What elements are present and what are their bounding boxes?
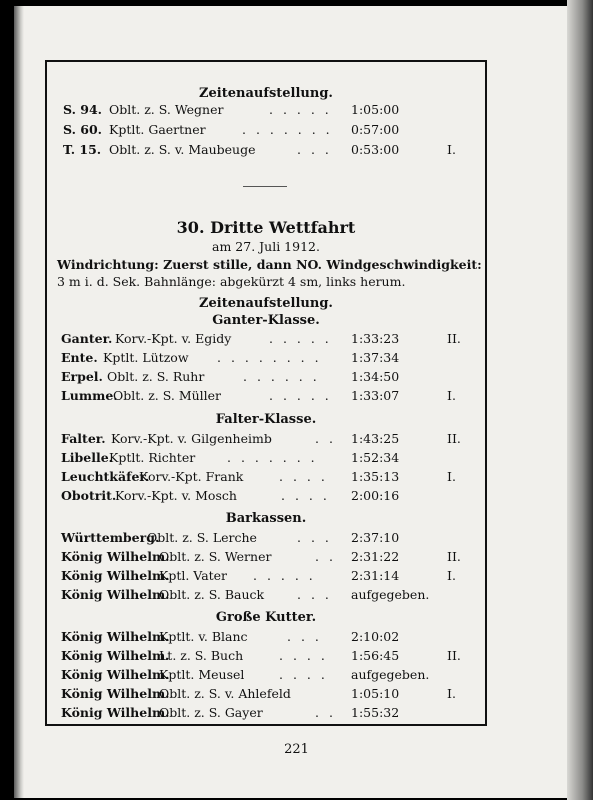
leader-dots: . . (315, 705, 336, 720)
leader-dots: . . . (297, 530, 332, 545)
class-title: Große Kutter. (215, 610, 317, 625)
rank: II. (447, 331, 461, 346)
boat-name: König Wilhelm. (61, 705, 170, 720)
time: 1:34:50 (351, 369, 400, 384)
skipper: Kptlt. Richter (109, 450, 196, 465)
time: 1:55:32 (351, 705, 400, 720)
skipper: Oblt. z. S. Wegner (109, 102, 224, 117)
result-row (47, 388, 485, 405)
boat-name: S. 60. (63, 122, 103, 137)
result-row (47, 587, 485, 604)
time: 1:37:34 (351, 350, 400, 365)
race-date: am 27. Juli 1912. (212, 239, 320, 254)
time: 1:52:34 (351, 450, 400, 465)
boat-name: König Wilhelm. (61, 648, 170, 663)
boat-name: König Wilhelm. (61, 667, 170, 682)
content-frame (45, 60, 487, 726)
boat-name: Ganter. (61, 331, 113, 346)
leader-dots: . . . . . (269, 331, 332, 346)
boat-name: Württemberg. (61, 530, 160, 545)
boat-name: Ente. (61, 350, 98, 365)
boat-name: König Wilhelm. (61, 568, 170, 583)
boat-name: Falter. (61, 431, 106, 446)
boat-name: Leuchtkäfer. (61, 469, 150, 484)
result-row (47, 431, 485, 448)
leader-dots: . . . . . (269, 102, 332, 117)
time: 2:10:02 (351, 629, 400, 644)
skipper: Oblt. z. S. Bauck (159, 587, 265, 602)
result-row (47, 488, 485, 505)
boat-name: König Wilhelm. (61, 629, 170, 644)
leader-dots: . . (315, 431, 336, 446)
rank: I. (447, 388, 456, 403)
leader-dots: . . . (287, 629, 322, 644)
book-gutter (14, 6, 24, 798)
class-title: Ganter-Klasse. (212, 313, 320, 328)
skipper: Kptlt. Meusel (159, 667, 245, 682)
result-row (47, 122, 485, 139)
result-row (47, 469, 485, 486)
rank: II. (447, 549, 461, 564)
leader-dots: . . . . (279, 648, 328, 663)
time: 0:57:00 (351, 122, 400, 137)
class-title: Barkassen. (225, 511, 307, 526)
skipper: Oblt. z. S. v. Ahlefeld (159, 686, 291, 701)
rank: I. (447, 686, 456, 701)
time: 1:33:07 (351, 388, 400, 403)
result-row (47, 705, 485, 722)
skipper: Korv.-Kpt. Frank (139, 469, 244, 484)
time: 1:35:13 (351, 469, 400, 484)
skipper: Kptlt. Gaertner (109, 122, 206, 137)
wind-info-line-2: 3 m i. d. Sek. Bahnlänge: abgekürzt 4 sm, links herum. (57, 274, 406, 289)
time: 2:31:22 (351, 549, 400, 564)
boat-name: S. 94. (63, 102, 103, 117)
skipper: Oblt. z. S. Werner (159, 549, 272, 564)
time: 1:43:25 (351, 431, 400, 446)
skipper: Oblt. z. S. v. Maubeuge (109, 142, 256, 157)
leader-dots: . . . . (279, 667, 328, 682)
leader-dots: . . . . . (269, 388, 332, 403)
skipper: Oblt. z. S. Gayer (159, 705, 263, 720)
skipper: Oblt. z. S. Müller (113, 388, 222, 403)
leader-dots: . . . . . (253, 568, 316, 583)
rank: II. (447, 648, 461, 663)
leader-dots: . . . . . . . . (217, 350, 322, 365)
time: 0:53:00 (351, 142, 400, 157)
time: 1:33:23 (351, 331, 400, 346)
leader-dots: . . . . . . . (227, 450, 318, 465)
leader-dots: . . . (297, 587, 332, 602)
wind-info-line-1: Windrichtung: Zuerst stille, dann NO. Windgeschwindigkeit: (57, 257, 482, 272)
result-row (47, 102, 485, 119)
time: 2:37:10 (351, 530, 400, 545)
boat-name: König Wilhelm. (61, 686, 170, 701)
skipper: Kptlt. Lützow (103, 350, 189, 365)
result-row (47, 530, 485, 547)
skipper: Korv.-Kpt. v. Mosch (115, 488, 237, 503)
rank: I. (447, 568, 456, 583)
time: 1:05:10 (351, 686, 400, 701)
result-row (47, 450, 485, 467)
result-row (47, 142, 485, 159)
boat-name: Libelle. (61, 450, 114, 465)
leader-dots: . . . (297, 142, 332, 157)
results-header-2: Zeitenaufstellung. (199, 296, 333, 311)
skipper: Oblt. z. S. Ruhr (107, 369, 205, 384)
result-row (47, 568, 485, 585)
result-row (47, 629, 485, 646)
skipper: Kptlt. v. Blanc (159, 629, 248, 644)
result-row (47, 369, 485, 386)
skipper: Korv.-Kpt. v. Gilgenheimb (111, 431, 272, 446)
time: 1:05:00 (351, 102, 400, 117)
results-header-1: Zeitenaufstellung. (199, 86, 333, 101)
rank: I. (447, 469, 456, 484)
leader-dots: . . (315, 549, 336, 564)
boat-name: Obotrit. (61, 488, 117, 503)
result-row (47, 350, 485, 367)
boat-name: Lumme. (61, 388, 118, 403)
skipper: Oblt. z. S. Lerche (147, 530, 257, 545)
page-edge (567, 0, 593, 800)
leader-dots: . . . . . . . (242, 122, 333, 137)
boat-name: König Wilhelm. (61, 587, 170, 602)
leader-dots: . . . . (281, 488, 330, 503)
result-row (47, 686, 485, 703)
skipper: Korv.-Kpt. v. Egidy (115, 331, 232, 346)
result-row (47, 648, 485, 665)
time: 1:56:45 (351, 648, 400, 663)
time: aufgegeben. (351, 587, 430, 602)
boat-name: T. 15. (63, 142, 102, 157)
time: 2:00:16 (351, 488, 400, 503)
boat-name: König Wilhelm. (61, 549, 170, 564)
skipper: Kptl. Vater (159, 568, 228, 583)
time: aufgegeben. (351, 667, 430, 682)
section-divider (243, 186, 287, 187)
time: 2:31:14 (351, 568, 400, 583)
leader-dots: . . . . . . (243, 369, 320, 384)
race-title: 30. Dritte Wettfahrt (176, 218, 356, 237)
page-number: 221 (284, 742, 309, 757)
result-row (47, 667, 485, 684)
rank: II. (447, 431, 461, 446)
result-row (47, 331, 485, 348)
leader-dots: . . . . (279, 469, 328, 484)
skipper: Lt. z. S. Buch (159, 648, 244, 663)
boat-name: Erpel. (61, 369, 103, 384)
result-row (47, 549, 485, 566)
class-title: Falter-Klasse. (215, 412, 317, 427)
rank: I. (447, 142, 456, 157)
